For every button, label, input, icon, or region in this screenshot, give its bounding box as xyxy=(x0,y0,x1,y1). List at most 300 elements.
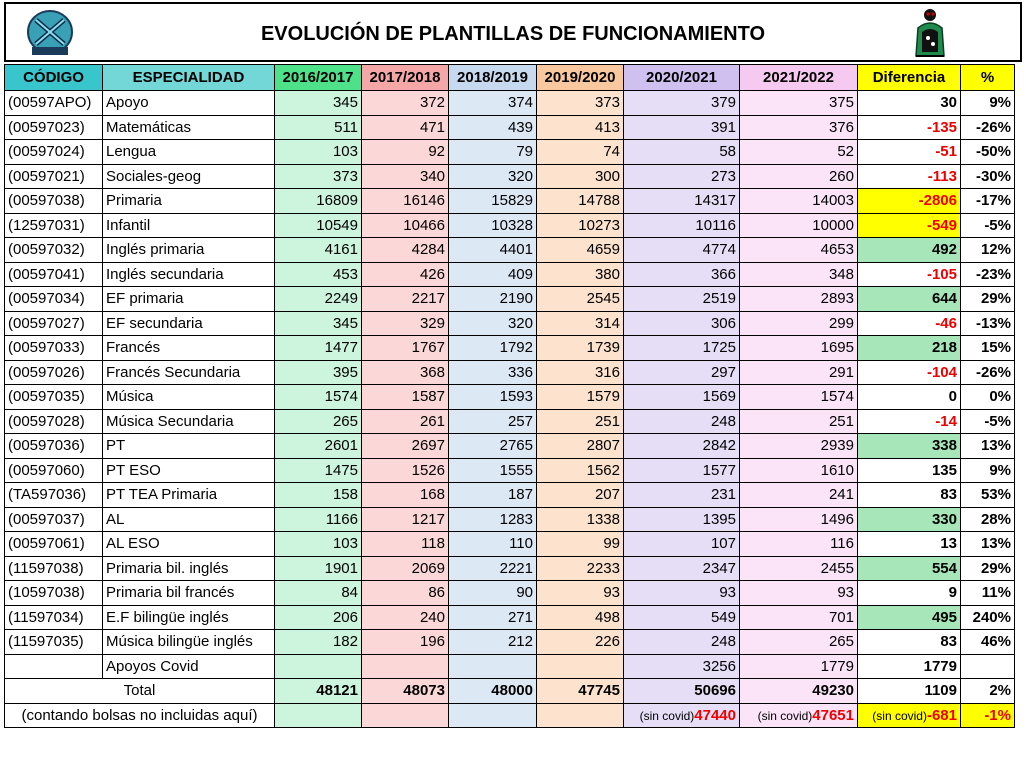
row-value-2018-2019 xyxy=(449,654,537,679)
row-value-2016-2017: 373 xyxy=(275,164,362,189)
row-value-2016-2017: 1475 xyxy=(275,458,362,483)
row-value-2019-2020: 2807 xyxy=(537,434,624,459)
row-diferencia: 330 xyxy=(858,507,961,532)
row-value-2021-2022: 116 xyxy=(740,532,858,557)
row-value-2019-2020: 74 xyxy=(537,140,624,165)
row-diferencia: 495 xyxy=(858,605,961,630)
col-header-2016-2017: 2016/2017 xyxy=(275,65,362,91)
row-percent: 29% xyxy=(961,287,1015,312)
row-percent: 13% xyxy=(961,434,1015,459)
row-value-2017-2018: 1217 xyxy=(362,507,449,532)
row-percent: -26% xyxy=(961,115,1015,140)
row-codigo: (00597033) xyxy=(5,336,103,361)
total-percent: 2% xyxy=(961,679,1015,704)
footer-sin-covid-2021-2022 xyxy=(740,703,858,728)
row-value-2020-2021: 4774 xyxy=(624,238,740,263)
row-value-2021-2022: 260 xyxy=(740,164,858,189)
total-2020-2021: 50696 xyxy=(624,679,740,704)
row-especialidad: PT ESO xyxy=(103,458,275,483)
row-value-2017-2018: 4284 xyxy=(362,238,449,263)
row-codigo: (00597021) xyxy=(5,164,103,189)
row-value-2020-2021: 2519 xyxy=(624,287,740,312)
row-value-2018-2019: 1555 xyxy=(449,458,537,483)
row-percent: 12% xyxy=(961,238,1015,263)
row-value-2020-2021: 3256 xyxy=(624,654,740,679)
col-header-percent: % xyxy=(961,65,1015,91)
row-value-2017-2018: 1526 xyxy=(362,458,449,483)
row-codigo: (00597034) xyxy=(5,287,103,312)
row-codigo: (00597032) xyxy=(5,238,103,263)
table-row xyxy=(5,91,1015,116)
row-codigo: (00597024) xyxy=(5,140,103,165)
row-percent: 9% xyxy=(961,91,1015,116)
row-especialidad: Matemáticas xyxy=(103,115,275,140)
row-value-2016-2017: 16809 xyxy=(275,189,362,214)
total-2016-2017: 48121 xyxy=(275,679,362,704)
row-value-2018-2019: 320 xyxy=(449,311,537,336)
row-value-2016-2017: 1574 xyxy=(275,385,362,410)
sin-covid-percent-value: -1% xyxy=(984,706,1011,724)
row-value-2021-2022: 2893 xyxy=(740,287,858,312)
table-row xyxy=(5,140,1015,165)
row-value-2019-2020: 93 xyxy=(537,581,624,606)
row-value-2016-2017: 1166 xyxy=(275,507,362,532)
row-value-2016-2017: 4161 xyxy=(275,238,362,263)
row-value-2018-2019: 10328 xyxy=(449,213,537,238)
row-value-2019-2020 xyxy=(537,654,624,679)
row-value-2017-2018: 471 xyxy=(362,115,449,140)
row-value-2016-2017: 345 xyxy=(275,91,362,116)
row-codigo: (10597038) xyxy=(5,581,103,606)
row-value-2020-2021: 10116 xyxy=(624,213,740,238)
mascot-figure-icon xyxy=(908,8,948,60)
row-value-2020-2021: 391 xyxy=(624,115,740,140)
row-value-2021-2022: 1610 xyxy=(740,458,858,483)
row-value-2021-2022: 2939 xyxy=(740,434,858,459)
footer-empty-2018 xyxy=(449,703,537,728)
row-diferencia: -104 xyxy=(858,360,961,385)
row-value-2018-2019: 110 xyxy=(449,532,537,557)
row-value-2017-2018: 2217 xyxy=(362,287,449,312)
row-especialidad: Música bilingüe inglés xyxy=(103,630,275,655)
row-value-2018-2019: 271 xyxy=(449,605,537,630)
row-value-2021-2022: 291 xyxy=(740,360,858,385)
row-value-2016-2017 xyxy=(275,654,362,679)
table-row xyxy=(5,458,1015,483)
row-value-2017-2018: 240 xyxy=(362,605,449,630)
sin-covid-label: (sin covid) xyxy=(757,708,813,723)
primaria-logo-icon xyxy=(20,8,80,58)
row-value-2018-2019: 212 xyxy=(449,630,537,655)
table-row xyxy=(5,213,1015,238)
row-codigo: (00597035) xyxy=(5,385,103,410)
row-codigo: (00597038) xyxy=(5,189,103,214)
row-value-2016-2017: 511 xyxy=(275,115,362,140)
row-value-2016-2017: 395 xyxy=(275,360,362,385)
table-row xyxy=(5,507,1015,532)
row-value-2017-2018: 368 xyxy=(362,360,449,385)
row-diferencia: -2806 xyxy=(858,189,961,214)
row-especialidad: Inglés secundaria xyxy=(103,262,275,287)
row-especialidad: AL ESO xyxy=(103,532,275,557)
table-row xyxy=(5,385,1015,410)
row-value-2019-2020: 1338 xyxy=(537,507,624,532)
row-value-2018-2019: 2190 xyxy=(449,287,537,312)
row-especialidad: Apoyo xyxy=(103,91,275,116)
row-codigo: (00597060) xyxy=(5,458,103,483)
row-value-2017-2018: 86 xyxy=(362,581,449,606)
row-value-2018-2019: 187 xyxy=(449,483,537,508)
row-codigo: (00597041) xyxy=(5,262,103,287)
row-diferencia: -51 xyxy=(858,140,961,165)
row-codigo: (00597027) xyxy=(5,311,103,336)
row-especialidad: Inglés primaria xyxy=(103,238,275,263)
row-value-2018-2019: 2765 xyxy=(449,434,537,459)
sin-covid-value-diferencia: -681 xyxy=(926,706,957,724)
row-value-2019-2020: 1739 xyxy=(537,336,624,361)
sheet-header xyxy=(4,2,1022,62)
row-value-2017-2018: 10466 xyxy=(362,213,449,238)
row-value-2021-2022: 1779 xyxy=(740,654,858,679)
row-value-2019-2020: 1579 xyxy=(537,385,624,410)
table-row xyxy=(5,556,1015,581)
row-value-2018-2019: 409 xyxy=(449,262,537,287)
table-row xyxy=(5,581,1015,606)
row-percent xyxy=(961,654,1015,679)
row-value-2019-2020: 99 xyxy=(537,532,624,557)
row-codigo: (TA597036) xyxy=(5,483,103,508)
total-diferencia: 1109 xyxy=(858,679,961,704)
row-percent: 46% xyxy=(961,630,1015,655)
row-value-2017-2018: 118 xyxy=(362,532,449,557)
col-header-2018-2019: 2018/2019 xyxy=(449,65,537,91)
row-value-2021-2022: 1574 xyxy=(740,385,858,410)
row-diferencia: 83 xyxy=(858,483,961,508)
row-value-2017-2018: 168 xyxy=(362,483,449,508)
sin-covid-label: (sin covid) xyxy=(872,708,927,723)
row-value-2017-2018: 2697 xyxy=(362,434,449,459)
row-percent: -26% xyxy=(961,360,1015,385)
row-diferencia: 135 xyxy=(858,458,961,483)
row-value-2019-2020: 226 xyxy=(537,630,624,655)
row-diferencia: 0 xyxy=(858,385,961,410)
row-diferencia: 554 xyxy=(858,556,961,581)
row-value-2017-2018: 372 xyxy=(362,91,449,116)
row-diferencia: -549 xyxy=(858,213,961,238)
col-header-2021-2022: 2021/2022 xyxy=(740,65,858,91)
row-value-2020-2021: 231 xyxy=(624,483,740,508)
row-value-2017-2018: 426 xyxy=(362,262,449,287)
row-especialidad: PT TEA Primaria xyxy=(103,483,275,508)
row-value-2021-2022: 52 xyxy=(740,140,858,165)
table-row xyxy=(5,630,1015,655)
row-value-2017-2018: 329 xyxy=(362,311,449,336)
row-percent: 15% xyxy=(961,336,1015,361)
row-value-2016-2017: 345 xyxy=(275,311,362,336)
row-value-2017-2018: 2069 xyxy=(362,556,449,581)
row-value-2017-2018: 1767 xyxy=(362,336,449,361)
footer-sin-covid-percent xyxy=(961,703,1015,728)
table-row xyxy=(5,164,1015,189)
row-value-2020-2021: 1577 xyxy=(624,458,740,483)
row-especialidad: Apoyos Covid xyxy=(103,654,275,679)
row-especialidad: Sociales-geog xyxy=(103,164,275,189)
row-diferencia: 13 xyxy=(858,532,961,557)
row-value-2018-2019: 4401 xyxy=(449,238,537,263)
row-diferencia: 9 xyxy=(858,581,961,606)
row-value-2020-2021: 306 xyxy=(624,311,740,336)
total-2019-2020: 47745 xyxy=(537,679,624,704)
row-value-2018-2019: 1792 xyxy=(449,336,537,361)
row-especialidad: Primaria xyxy=(103,189,275,214)
table-row xyxy=(5,287,1015,312)
row-diferencia: 218 xyxy=(858,336,961,361)
row-codigo: (00597028) xyxy=(5,409,103,434)
row-value-2016-2017: 265 xyxy=(275,409,362,434)
row-value-2020-2021: 366 xyxy=(624,262,740,287)
row-especialidad: E.F bilingüe inglés xyxy=(103,605,275,630)
row-value-2021-2022: 265 xyxy=(740,630,858,655)
total-2017-2018: 48073 xyxy=(362,679,449,704)
row-value-2021-2022: 241 xyxy=(740,483,858,508)
footer-sin-covid-2020-2021 xyxy=(624,703,740,728)
row-diferencia: 30 xyxy=(858,91,961,116)
row-diferencia: 492 xyxy=(858,238,961,263)
table-row xyxy=(5,409,1015,434)
col-header-2020-2021: 2020/2021 xyxy=(624,65,740,91)
row-value-2019-2020: 373 xyxy=(537,91,624,116)
row-value-2021-2022: 348 xyxy=(740,262,858,287)
row-value-2020-2021: 248 xyxy=(624,409,740,434)
row-value-2018-2019: 15829 xyxy=(449,189,537,214)
row-value-2019-2020: 413 xyxy=(537,115,624,140)
row-value-2016-2017: 2601 xyxy=(275,434,362,459)
row-diferencia: -113 xyxy=(858,164,961,189)
row-especialidad: Francés Secundaria xyxy=(103,360,275,385)
footer-empty-2019 xyxy=(537,703,624,728)
row-especialidad: EF secundaria xyxy=(103,311,275,336)
row-value-2020-2021: 1395 xyxy=(624,507,740,532)
row-value-2020-2021: 248 xyxy=(624,630,740,655)
row-value-2016-2017: 1477 xyxy=(275,336,362,361)
table-row xyxy=(5,262,1015,287)
row-diferencia: -14 xyxy=(858,409,961,434)
col-header-diferencia: Diferencia xyxy=(858,65,961,91)
row-value-2016-2017: 158 xyxy=(275,483,362,508)
row-value-2020-2021: 107 xyxy=(624,532,740,557)
row-value-2016-2017: 182 xyxy=(275,630,362,655)
row-value-2018-2019: 2221 xyxy=(449,556,537,581)
row-codigo: (00597036) xyxy=(5,434,103,459)
row-value-2019-2020: 14788 xyxy=(537,189,624,214)
row-codigo: (00597037) xyxy=(5,507,103,532)
row-value-2018-2019: 90 xyxy=(449,581,537,606)
sin-covid-label: (sin covid) xyxy=(639,708,695,723)
table-row xyxy=(5,311,1015,336)
footer-empty-2017 xyxy=(362,703,449,728)
row-value-2020-2021: 2842 xyxy=(624,434,740,459)
row-value-2016-2017: 103 xyxy=(275,532,362,557)
row-value-2021-2022: 251 xyxy=(740,409,858,434)
row-percent: 9% xyxy=(961,458,1015,483)
page-title: EVOLUCIÓN DE PLANTILLAS DE FUNCIONAMIENTO xyxy=(260,23,766,45)
row-percent: 0% xyxy=(961,385,1015,410)
row-value-2021-2022: 93 xyxy=(740,581,858,606)
row-value-2019-2020: 10273 xyxy=(537,213,624,238)
col-header-especialidad: ESPECIALIDAD xyxy=(103,65,275,91)
table-body xyxy=(5,91,1015,679)
table-row xyxy=(5,189,1015,214)
table-row xyxy=(5,434,1015,459)
row-value-2020-2021: 379 xyxy=(624,91,740,116)
footer-note: (contando bolsas no incluidas aquí) xyxy=(5,703,275,728)
row-value-2019-2020: 300 xyxy=(537,164,624,189)
footer-sin-covid-diferencia xyxy=(858,703,961,728)
table-row xyxy=(5,654,1015,679)
row-value-2021-2022: 14003 xyxy=(740,189,858,214)
row-value-2017-2018: 16146 xyxy=(362,189,449,214)
row-value-2018-2019: 320 xyxy=(449,164,537,189)
row-value-2016-2017: 84 xyxy=(275,581,362,606)
row-percent: -50% xyxy=(961,140,1015,165)
row-percent: 28% xyxy=(961,507,1015,532)
footer-row xyxy=(5,703,1015,728)
row-value-2021-2022: 299 xyxy=(740,311,858,336)
row-value-2017-2018: 92 xyxy=(362,140,449,165)
sin-covid-value-2020-2021: 47440 xyxy=(694,706,736,724)
row-value-2016-2017: 10549 xyxy=(275,213,362,238)
row-value-2018-2019: 1283 xyxy=(449,507,537,532)
row-diferencia: -135 xyxy=(858,115,961,140)
row-especialidad: Primaria bil. inglés xyxy=(103,556,275,581)
row-value-2016-2017: 206 xyxy=(275,605,362,630)
row-percent: -17% xyxy=(961,189,1015,214)
row-value-2020-2021: 14317 xyxy=(624,189,740,214)
staffing-table xyxy=(4,64,1015,728)
table-row xyxy=(5,336,1015,361)
row-value-2017-2018: 340 xyxy=(362,164,449,189)
row-value-2017-2018: 196 xyxy=(362,630,449,655)
row-codigo: (12597031) xyxy=(5,213,103,238)
col-header-2017-2018: 2017/2018 xyxy=(362,65,449,91)
row-percent: 53% xyxy=(961,483,1015,508)
footer-empty-2016 xyxy=(275,703,362,728)
spreadsheet xyxy=(4,2,1022,758)
row-diferencia: 83 xyxy=(858,630,961,655)
row-percent: -13% xyxy=(961,311,1015,336)
sin-covid-value-2021-2022: 47651 xyxy=(812,706,854,724)
row-value-2019-2020: 498 xyxy=(537,605,624,630)
row-value-2021-2022: 375 xyxy=(740,91,858,116)
row-percent: 240% xyxy=(961,605,1015,630)
row-especialidad: Infantil xyxy=(103,213,275,238)
row-especialidad: Música xyxy=(103,385,275,410)
row-value-2021-2022: 376 xyxy=(740,115,858,140)
row-value-2019-2020: 380 xyxy=(537,262,624,287)
row-value-2016-2017: 1901 xyxy=(275,556,362,581)
row-diferencia: -46 xyxy=(858,311,961,336)
row-value-2016-2017: 2249 xyxy=(275,287,362,312)
table-row xyxy=(5,238,1015,263)
row-percent: 13% xyxy=(961,532,1015,557)
row-especialidad: Música Secundaria xyxy=(103,409,275,434)
row-codigo: (00597023) xyxy=(5,115,103,140)
row-value-2017-2018 xyxy=(362,654,449,679)
row-value-2020-2021: 93 xyxy=(624,581,740,606)
row-value-2019-2020: 207 xyxy=(537,483,624,508)
row-codigo: (00597061) xyxy=(5,532,103,557)
row-codigo: (00597026) xyxy=(5,360,103,385)
row-value-2018-2019: 374 xyxy=(449,91,537,116)
row-codigo: (11597035) xyxy=(5,630,103,655)
row-percent: 11% xyxy=(961,581,1015,606)
table-row xyxy=(5,115,1015,140)
row-percent: -5% xyxy=(961,409,1015,434)
row-value-2019-2020: 4659 xyxy=(537,238,624,263)
row-especialidad: Francés xyxy=(103,336,275,361)
row-value-2019-2020: 251 xyxy=(537,409,624,434)
row-value-2018-2019: 1593 xyxy=(449,385,537,410)
row-especialidad: Lengua xyxy=(103,140,275,165)
row-especialidad: PT xyxy=(103,434,275,459)
row-value-2020-2021: 58 xyxy=(624,140,740,165)
row-value-2018-2019: 439 xyxy=(449,115,537,140)
row-value-2019-2020: 316 xyxy=(537,360,624,385)
row-value-2019-2020: 2545 xyxy=(537,287,624,312)
row-value-2018-2019: 79 xyxy=(449,140,537,165)
row-percent: 29% xyxy=(961,556,1015,581)
row-codigo xyxy=(5,654,103,679)
row-percent: -5% xyxy=(961,213,1015,238)
row-value-2019-2020: 1562 xyxy=(537,458,624,483)
row-value-2021-2022: 1496 xyxy=(740,507,858,532)
row-value-2020-2021: 297 xyxy=(624,360,740,385)
row-diferencia: -105 xyxy=(858,262,961,287)
row-value-2021-2022: 4653 xyxy=(740,238,858,263)
row-diferencia: 644 xyxy=(858,287,961,312)
row-value-2020-2021: 1725 xyxy=(624,336,740,361)
row-value-2020-2021: 2347 xyxy=(624,556,740,581)
row-codigo: (11597038) xyxy=(5,556,103,581)
row-value-2019-2020: 2233 xyxy=(537,556,624,581)
row-value-2020-2021: 1569 xyxy=(624,385,740,410)
row-value-2020-2021: 273 xyxy=(624,164,740,189)
row-codigo: (00597APO) xyxy=(5,91,103,116)
row-diferencia: 1779 xyxy=(858,654,961,679)
table-header-row xyxy=(5,65,1015,91)
total-2021-2022: 49230 xyxy=(740,679,858,704)
row-especialidad: EF primaria xyxy=(103,287,275,312)
row-codigo: (11597034) xyxy=(5,605,103,630)
row-value-2018-2019: 257 xyxy=(449,409,537,434)
row-value-2016-2017: 103 xyxy=(275,140,362,165)
row-value-2021-2022: 2455 xyxy=(740,556,858,581)
col-header-codigo: CÓDIGO xyxy=(5,65,103,91)
table-row xyxy=(5,605,1015,630)
row-value-2021-2022: 701 xyxy=(740,605,858,630)
row-value-2021-2022: 10000 xyxy=(740,213,858,238)
row-value-2017-2018: 1587 xyxy=(362,385,449,410)
col-header-2019-2020: 2019/2020 xyxy=(537,65,624,91)
row-especialidad: AL xyxy=(103,507,275,532)
row-diferencia: 338 xyxy=(858,434,961,459)
row-percent: -30% xyxy=(961,164,1015,189)
table-row xyxy=(5,483,1015,508)
table-row xyxy=(5,360,1015,385)
total-label: Total xyxy=(5,679,275,704)
row-value-2020-2021: 549 xyxy=(624,605,740,630)
row-value-2019-2020: 314 xyxy=(537,311,624,336)
